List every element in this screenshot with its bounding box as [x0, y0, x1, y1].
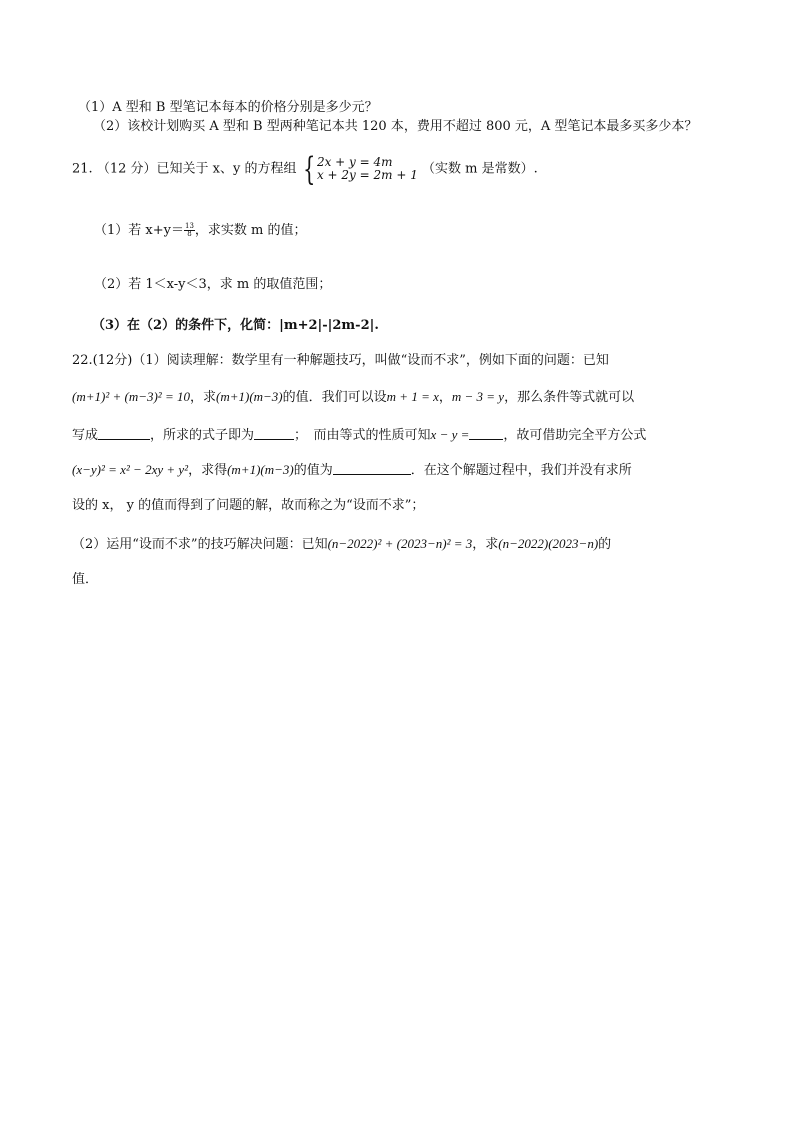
q22-line2-mid: ，求 — [189, 390, 216, 405]
answer-blank-2[interactable] — [254, 427, 294, 440]
q22-line3-b: ，所求的式子即为 — [150, 428, 255, 443]
square-formula: (x−y)² = x² − 2xy + y² — [72, 462, 189, 477]
q20-part1-text: （1）A 型和 B 型笔记本每本的价格分别是多少元？ — [78, 100, 378, 115]
difference-expression: x − y = — [430, 427, 470, 442]
q21-part2-text: （2）若 1＜x-y＜3，求 m 的取值范围； — [94, 277, 332, 292]
q21-intro: （12 分）已知关于 x、y 的方程组 — [96, 161, 297, 177]
q22-line5 — [72, 497, 424, 515]
q22-line4-a: ，求得 — [188, 463, 228, 478]
equation-1: 2x + y = 4m — [316, 155, 393, 169]
q21-part1-post: ，求实数 m 的值； — [194, 223, 307, 238]
q22-line6-a: （2）运用“设而不求”的技巧解决问题：已知 — [72, 537, 328, 552]
q22-line2-mid2: 的值．我们可以设 — [282, 390, 387, 405]
q22-line6 — [72, 535, 611, 554]
q22-line6-b: ，求 — [472, 537, 499, 552]
target-expression: (m+1)(m−3) — [216, 389, 283, 404]
fraction-denominator: 8 — [187, 230, 192, 238]
substitution-2: m − 3 = y — [451, 389, 505, 404]
q22-line1 — [72, 352, 609, 370]
answer-blank-3[interactable] — [469, 427, 503, 440]
q22-line2-tail: ，那么条件等式就可以 — [504, 390, 635, 405]
q22-line1-text: 22.(12分)（1）阅读理解：数学里有一种解题技巧，叫做“设而不求”，例如下面的问题：已知 — [72, 353, 609, 368]
q22-line2 — [72, 388, 634, 407]
equation-2: x + 2y = 2m + 1 — [316, 168, 418, 182]
q21-header — [72, 150, 538, 188]
q22-line4-b: 的值为 — [293, 463, 333, 478]
q22-line5-text: 设的 x， y 的值而得到了问题的解，故而称之为“设而不求”； — [72, 498, 425, 513]
q22-line3-c: ； 而由等式的性质可知 — [294, 428, 431, 443]
q20-part1 — [78, 99, 378, 117]
q21-part1-pre: （1）若 x+y＝ — [94, 223, 184, 238]
condition-equation: (m+1)² + (m−3)² = 10 — [72, 389, 190, 404]
brace-symbol: { — [302, 150, 315, 188]
fraction — [184, 223, 195, 238]
q21-part3-text: （3）在（2）的条件下，化简：|m+2|-|2m-2|. — [92, 318, 379, 333]
answer-blank-1[interactable] — [98, 427, 150, 440]
substitution-1: m + 1 = x — [386, 389, 439, 404]
equation-system — [301, 150, 418, 188]
find-expression: (n−2022)(2023−n) — [498, 536, 599, 551]
q22-line3-a: 写成 — [72, 428, 99, 443]
q22-line7 — [72, 571, 98, 589]
q22-line3-d: ，故可借助完全平方公式 — [503, 428, 647, 443]
q22-line6-c: 的 — [598, 537, 612, 552]
q21-part3 — [92, 317, 379, 335]
given-equation: (n−2022)² + (2023−n)² = 3 — [327, 536, 473, 551]
q20-part2 — [93, 118, 697, 136]
answer-blank-4[interactable] — [333, 462, 411, 475]
q22-line2-sep: ， — [438, 390, 452, 405]
q22-line3 — [72, 426, 646, 445]
q22-line4 — [72, 461, 632, 480]
product-expression: (m+1)(m−3) — [227, 462, 294, 477]
q21-intro-tail: （实数 m 是常数）. — [421, 161, 538, 177]
q21-part2 — [94, 276, 331, 294]
q20-part2-text: （2）该校计划购买 A 型和 B 型两种笔记本共 120 本，费用不超过 800 元，A 型笔记本最多买多少本？ — [93, 119, 698, 134]
q22-line7-text: 值． — [72, 572, 99, 587]
q21-part1 — [94, 222, 307, 240]
q22-line4-c: ．在这个解题过程中，我们并没有求所 — [410, 463, 632, 478]
q21-number: 21. — [72, 161, 93, 177]
fraction-numerator: 13 — [184, 222, 194, 230]
